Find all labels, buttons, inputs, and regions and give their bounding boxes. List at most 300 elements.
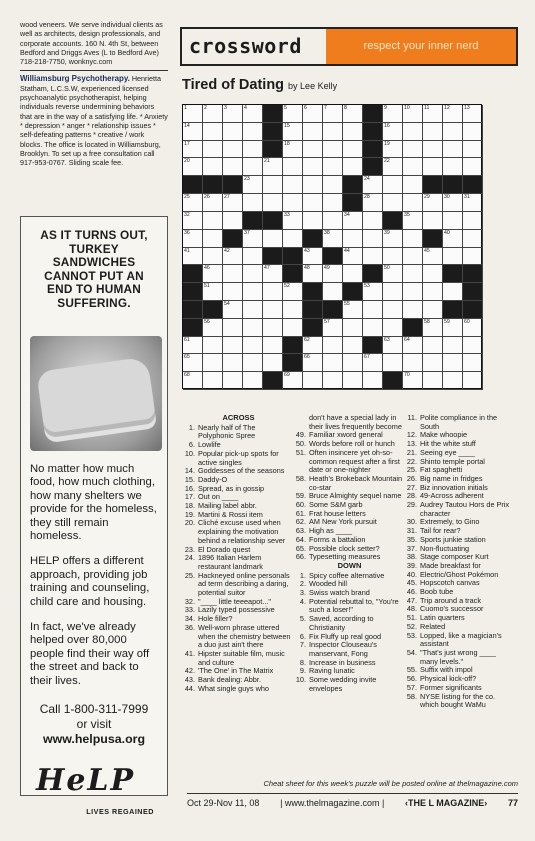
grid-block bbox=[203, 176, 223, 194]
listing-name: Williamsburg Psychotherapy. bbox=[20, 74, 130, 84]
grid-cell[interactable] bbox=[423, 212, 443, 230]
grid-block bbox=[283, 248, 303, 266]
grid-cell[interactable] bbox=[283, 283, 303, 301]
grid-cell[interactable] bbox=[243, 248, 263, 266]
grid-cell[interactable] bbox=[463, 337, 483, 355]
grid-cell[interactable] bbox=[383, 319, 403, 337]
grid-block bbox=[303, 301, 323, 319]
clue-number: 61. bbox=[295, 508, 306, 518]
cell-number: 10 bbox=[404, 105, 410, 111]
clue-text: Often insincere yet oh-so-common request after a first date or one-nighter bbox=[309, 447, 400, 475]
clue-number: 55. bbox=[406, 665, 417, 675]
grid-block bbox=[183, 176, 203, 194]
clue-text: "____ little teeeapot..." bbox=[198, 596, 271, 606]
ad-url[interactable]: www.helpusa.org bbox=[42, 732, 146, 747]
grid-cell[interactable] bbox=[423, 158, 443, 176]
grid-cell[interactable] bbox=[343, 123, 363, 141]
grid-cell[interactable] bbox=[403, 248, 423, 266]
grid-cell[interactable] bbox=[423, 194, 443, 212]
grid-cell[interactable] bbox=[303, 105, 323, 123]
grid-cell[interactable] bbox=[423, 372, 443, 390]
grid-cell[interactable] bbox=[203, 141, 223, 159]
grid-cell[interactable] bbox=[323, 212, 343, 230]
clue-number: 5. bbox=[299, 614, 306, 624]
footer-site[interactable]: | www.thelmagazine.com | bbox=[280, 798, 385, 808]
grid-cell[interactable] bbox=[303, 123, 323, 141]
grid-cell[interactable] bbox=[203, 248, 223, 266]
grid-cell[interactable] bbox=[283, 301, 303, 319]
grid-cell[interactable] bbox=[323, 354, 343, 372]
grid-block bbox=[203, 301, 223, 319]
grid-cell[interactable] bbox=[243, 158, 263, 176]
grid-cell[interactable] bbox=[243, 283, 263, 301]
puzzle-byline: by Lee Kelly bbox=[288, 81, 338, 91]
grid-cell[interactable] bbox=[323, 337, 343, 355]
grid-cell[interactable] bbox=[403, 372, 423, 390]
grid-block bbox=[463, 283, 483, 301]
grid-cell[interactable] bbox=[443, 248, 463, 266]
grid-cell[interactable] bbox=[343, 212, 363, 230]
grid-cell[interactable] bbox=[223, 105, 243, 123]
grid-cell[interactable] bbox=[383, 301, 403, 319]
grid-cell[interactable] bbox=[263, 283, 283, 301]
cell-number: 40 bbox=[444, 229, 450, 236]
clue-number: 66. bbox=[295, 552, 306, 562]
grid-cell[interactable] bbox=[183, 354, 203, 372]
grid-cell[interactable] bbox=[263, 301, 283, 319]
grid-cell[interactable] bbox=[183, 372, 203, 390]
grid-cell[interactable] bbox=[323, 123, 343, 141]
listing-body: Henrietta Statham, L.C.S.W, experienced licensed psychoanalytic psychotherapist, helping individuals reverse undermining behaviors that are in the way of a satisfying life. * Anxiety * depression * anger * relationship issues * self-defeating patterns * creative / work blocks. The office is located in Williamsburg, Brooklyn. To set up a free consultation call 917-953-0767. Sliding scale fee. bbox=[20, 74, 168, 168]
grid-cell[interactable] bbox=[463, 123, 483, 141]
grid-cell[interactable] bbox=[243, 141, 263, 159]
grid-cell[interactable] bbox=[263, 319, 283, 337]
grid-cell[interactable] bbox=[443, 123, 463, 141]
grid-cell[interactable] bbox=[403, 123, 423, 141]
grid-cell[interactable] bbox=[283, 141, 303, 159]
grid-cell[interactable] bbox=[323, 141, 343, 159]
grid-cell[interactable] bbox=[443, 354, 463, 372]
cell-number: 63 bbox=[384, 336, 390, 343]
grid-cell[interactable] bbox=[283, 105, 303, 123]
grid-cell[interactable] bbox=[183, 230, 203, 248]
clue-number: 1. bbox=[188, 422, 195, 432]
grid-cell[interactable] bbox=[383, 176, 403, 194]
grid-cell[interactable] bbox=[383, 354, 403, 372]
grid-cell[interactable] bbox=[223, 141, 243, 159]
grid-cell[interactable] bbox=[243, 337, 263, 355]
grid-cell[interactable] bbox=[463, 230, 483, 248]
clue-number: 11. bbox=[407, 413, 417, 422]
grid-cell[interactable] bbox=[243, 265, 263, 283]
clue-number: 20. bbox=[184, 518, 195, 528]
grid-cell[interactable] bbox=[403, 105, 423, 123]
grid-cell[interactable] bbox=[183, 105, 203, 123]
grid-cell[interactable] bbox=[183, 158, 203, 176]
grid-cell[interactable] bbox=[463, 105, 483, 123]
grid-cell[interactable] bbox=[183, 212, 203, 230]
grid-cell[interactable] bbox=[223, 283, 243, 301]
grid-cell[interactable] bbox=[423, 105, 443, 123]
grid-cell[interactable] bbox=[303, 194, 323, 212]
cell-number: 36 bbox=[184, 229, 190, 236]
clue-number: 25. bbox=[406, 465, 417, 475]
grid-cell[interactable] bbox=[303, 337, 323, 355]
grid-cell[interactable] bbox=[463, 319, 483, 337]
grid-cell[interactable] bbox=[383, 194, 403, 212]
clue-text: Lazily typed possessive bbox=[198, 605, 275, 615]
grid-cell[interactable] bbox=[383, 105, 403, 123]
grid-cell[interactable] bbox=[243, 105, 263, 123]
grid-block bbox=[383, 372, 403, 390]
grid-block bbox=[263, 105, 283, 123]
grid-cell[interactable] bbox=[423, 301, 443, 319]
grid-cell[interactable] bbox=[203, 283, 223, 301]
grid-cell[interactable] bbox=[383, 337, 403, 355]
grid-cell[interactable] bbox=[283, 123, 303, 141]
grid-cell[interactable] bbox=[443, 230, 463, 248]
clue-text: Tail for rear? bbox=[420, 526, 461, 536]
grid-cell[interactable] bbox=[443, 283, 463, 301]
grid-cell[interactable] bbox=[223, 301, 243, 319]
grid-cell[interactable] bbox=[343, 105, 363, 123]
grid-block bbox=[363, 141, 383, 159]
grid-cell[interactable] bbox=[403, 141, 423, 159]
clue-text: Spicy coffee alternative bbox=[309, 570, 385, 580]
grid-block bbox=[323, 248, 343, 266]
clue-text: Nearly half of The Polyphonic Spree bbox=[198, 422, 256, 441]
grid-cell[interactable] bbox=[243, 301, 263, 319]
clue-text: Familiar xword general bbox=[309, 430, 383, 440]
cell-number: 48 bbox=[304, 265, 310, 272]
grid-cell[interactable] bbox=[223, 319, 243, 337]
grid-cell[interactable] bbox=[443, 194, 463, 212]
clue-text: El Dorado quest bbox=[198, 544, 251, 554]
clue-number: 64. bbox=[295, 534, 306, 544]
grid-cell[interactable] bbox=[363, 230, 383, 248]
footer-dates: Oct 29-Nov 11, 08 bbox=[187, 798, 260, 808]
grid-cell[interactable] bbox=[423, 265, 443, 283]
grid-cell[interactable] bbox=[403, 194, 423, 212]
grid-cell[interactable] bbox=[283, 194, 303, 212]
clue-text: Made breakfast for bbox=[420, 560, 481, 570]
clue-number: 56. bbox=[406, 674, 417, 684]
grid-cell[interactable] bbox=[303, 248, 323, 266]
grid-cell[interactable] bbox=[283, 319, 303, 337]
grid-cell[interactable] bbox=[263, 176, 283, 194]
clue-number: 62. bbox=[295, 517, 306, 527]
help-logo-icon: HeLP bbox=[36, 763, 136, 799]
grid-cell[interactable] bbox=[443, 212, 463, 230]
grid-cell[interactable] bbox=[243, 319, 263, 337]
grid-cell[interactable] bbox=[363, 283, 383, 301]
cell-number: 59 bbox=[444, 318, 450, 325]
grid-cell[interactable] bbox=[403, 354, 423, 372]
clue-text: Seeing eye ____ bbox=[420, 447, 475, 457]
grid-cell[interactable] bbox=[323, 105, 343, 123]
grid-cell[interactable] bbox=[443, 158, 463, 176]
grid-cell[interactable] bbox=[343, 248, 363, 266]
grid-cell[interactable] bbox=[223, 212, 243, 230]
clue-text: Audrey Tautou Hors de Prix character bbox=[420, 500, 510, 518]
footer-brand: ‹THE L MAGAZINE› bbox=[404, 798, 488, 808]
clue-text: don't have a special lady in their lives frequently become bbox=[309, 413, 402, 431]
grid-cell[interactable] bbox=[263, 158, 283, 176]
grid-cell[interactable] bbox=[323, 319, 343, 337]
grid-cell[interactable] bbox=[343, 141, 363, 159]
grid-cell[interactable] bbox=[363, 212, 383, 230]
grid-cell[interactable] bbox=[343, 337, 363, 355]
grid-cell[interactable] bbox=[423, 354, 443, 372]
grid-cell[interactable] bbox=[423, 319, 443, 337]
clue bbox=[294, 676, 405, 693]
grid-cell[interactable] bbox=[283, 158, 303, 176]
grid-cell[interactable] bbox=[423, 141, 443, 159]
clue bbox=[294, 615, 405, 632]
clue-number: 44. bbox=[184, 683, 195, 693]
clue-number: 24. bbox=[184, 553, 195, 563]
grid-cell[interactable] bbox=[363, 319, 383, 337]
clue-number: 65. bbox=[295, 543, 306, 553]
grid-cell[interactable] bbox=[243, 230, 263, 248]
grid-cell[interactable] bbox=[463, 194, 483, 212]
clue-number: 22. bbox=[406, 456, 417, 466]
grid-cell[interactable] bbox=[183, 123, 203, 141]
grid-cell[interactable] bbox=[263, 230, 283, 248]
grid-cell[interactable] bbox=[183, 194, 203, 212]
cell-number: 23 bbox=[244, 176, 250, 183]
grid-cell[interactable] bbox=[403, 265, 423, 283]
grid-cell[interactable] bbox=[243, 176, 263, 194]
clue-text: Make whoopie bbox=[420, 430, 468, 440]
cell-number: 66 bbox=[304, 354, 310, 361]
grid-cell[interactable] bbox=[363, 301, 383, 319]
grid-cell[interactable] bbox=[203, 212, 223, 230]
grid-cell[interactable] bbox=[303, 158, 323, 176]
grid-cell[interactable] bbox=[203, 265, 223, 283]
grid-cell[interactable] bbox=[383, 141, 403, 159]
grid-cell[interactable] bbox=[403, 230, 423, 248]
grid-cell[interactable] bbox=[383, 123, 403, 141]
cell-number: 43 bbox=[304, 247, 310, 254]
grid-cell[interactable] bbox=[283, 212, 303, 230]
grid-cell[interactable] bbox=[323, 265, 343, 283]
clue-text: Spread, as in gossip bbox=[198, 483, 265, 493]
grid-cell[interactable] bbox=[443, 319, 463, 337]
grid-cell[interactable] bbox=[463, 372, 483, 390]
clue-number: 49. bbox=[295, 430, 306, 440]
cell-number: 30 bbox=[444, 194, 450, 201]
grid-block bbox=[363, 337, 383, 355]
clue-number: 1. bbox=[299, 570, 306, 580]
grid-cell[interactable] bbox=[463, 158, 483, 176]
grid-block bbox=[303, 283, 323, 301]
clue-text: Suffix with impol bbox=[420, 665, 473, 675]
clue-number: 14. bbox=[184, 466, 195, 476]
grid-cell[interactable] bbox=[223, 337, 243, 355]
grid-cell[interactable] bbox=[323, 158, 343, 176]
grid-cell[interactable] bbox=[223, 248, 243, 266]
cell-number: 49 bbox=[324, 265, 330, 272]
grid-cell[interactable] bbox=[423, 283, 443, 301]
clue-text: Bank dealing: Abbr. bbox=[198, 675, 261, 685]
grid-cell[interactable] bbox=[203, 230, 223, 248]
grid-cell[interactable] bbox=[443, 337, 463, 355]
grid-cell[interactable] bbox=[323, 372, 343, 390]
grid-cell[interactable] bbox=[423, 248, 443, 266]
grid-cell[interactable] bbox=[223, 354, 243, 372]
grid-cell[interactable] bbox=[263, 354, 283, 372]
grid-block bbox=[363, 123, 383, 141]
clue-text: Inspector Clouseau's manservant, Fong bbox=[309, 640, 377, 658]
clue-text: Heath's Brokeback Mountain co-star bbox=[309, 473, 403, 492]
grid-cell[interactable] bbox=[283, 230, 303, 248]
cell-number: 27 bbox=[224, 194, 230, 201]
clue-text: Fat spaghetti bbox=[420, 465, 463, 475]
grid-cell[interactable] bbox=[403, 301, 423, 319]
grid-cell[interactable] bbox=[263, 337, 283, 355]
grid-block bbox=[443, 301, 463, 319]
grid-cell[interactable] bbox=[343, 230, 363, 248]
grid-block bbox=[383, 212, 403, 230]
cell-number: 4 bbox=[244, 105, 247, 111]
grid-cell[interactable] bbox=[223, 123, 243, 141]
clue-text: Daddy-O bbox=[198, 474, 228, 484]
grid-cell[interactable] bbox=[443, 141, 463, 159]
clue-text: Goddesses of the seasons bbox=[198, 466, 285, 476]
grid-cell[interactable] bbox=[343, 354, 363, 372]
grid-cell[interactable] bbox=[203, 123, 223, 141]
grid-cell[interactable] bbox=[183, 248, 203, 266]
grid-cell[interactable] bbox=[443, 372, 463, 390]
grid-cell[interactable] bbox=[243, 354, 263, 372]
cell-number: 8 bbox=[344, 105, 347, 111]
grid-cell[interactable] bbox=[363, 194, 383, 212]
grid-cell[interactable] bbox=[223, 265, 243, 283]
grid-cell[interactable] bbox=[223, 372, 243, 390]
grid-cell[interactable] bbox=[323, 176, 343, 194]
grid-cell[interactable] bbox=[203, 158, 223, 176]
grid-cell[interactable] bbox=[463, 354, 483, 372]
grid-cell[interactable] bbox=[203, 105, 223, 123]
grid-cell[interactable] bbox=[423, 337, 443, 355]
grid-cell[interactable] bbox=[463, 212, 483, 230]
grid-cell[interactable] bbox=[383, 248, 403, 266]
grid-cell[interactable] bbox=[363, 176, 383, 194]
grid-cell[interactable] bbox=[303, 372, 323, 390]
grid-cell[interactable] bbox=[343, 372, 363, 390]
grid-cell[interactable] bbox=[303, 176, 323, 194]
grid-cell[interactable] bbox=[443, 105, 463, 123]
grid-cell[interactable] bbox=[283, 176, 303, 194]
clue-text: Hackneyed online personals ad term describing a daring, potential suitor bbox=[198, 570, 290, 598]
clue bbox=[294, 641, 405, 658]
grid-cell[interactable] bbox=[303, 212, 323, 230]
grid-cell[interactable] bbox=[283, 372, 303, 390]
grid-cell[interactable] bbox=[423, 123, 443, 141]
clue bbox=[294, 475, 405, 492]
grid-cell[interactable] bbox=[263, 194, 283, 212]
clue-number: 10. bbox=[295, 675, 306, 685]
grid-cell[interactable] bbox=[303, 141, 323, 159]
grid-cell[interactable] bbox=[463, 248, 483, 266]
cell-number: 25 bbox=[184, 194, 190, 201]
clue-text: Martini & Rossi item bbox=[198, 509, 263, 519]
clue-text: Swiss watch brand bbox=[309, 588, 370, 598]
clue-number: 59. bbox=[295, 491, 306, 501]
grid-cell[interactable] bbox=[183, 141, 203, 159]
clue-text: Hopscotch canvas bbox=[420, 578, 480, 588]
grid-cell[interactable] bbox=[403, 283, 423, 301]
clue-text: Well-worn phrase uttered when the chemistry between a duo just ain't there bbox=[198, 622, 291, 650]
clue-text: Some wedding invite envelopes bbox=[309, 675, 377, 693]
grid-cell[interactable] bbox=[403, 176, 423, 194]
grid-cell[interactable] bbox=[243, 123, 263, 141]
grid-cell[interactable] bbox=[323, 283, 343, 301]
grid-cell[interactable] bbox=[203, 337, 223, 355]
clue-text: Popular pick-up spots for active singles bbox=[198, 448, 279, 467]
grid-cell[interactable] bbox=[203, 319, 223, 337]
grid-cell[interactable] bbox=[203, 194, 223, 212]
grid-cell[interactable] bbox=[343, 301, 363, 319]
grid-cell[interactable] bbox=[303, 354, 323, 372]
grid-block bbox=[183, 319, 203, 337]
clue-text: "That's just wrong ____ many levels." bbox=[420, 647, 496, 666]
grid-cell[interactable] bbox=[363, 372, 383, 390]
clues bbox=[183, 414, 518, 722]
grid-cell[interactable] bbox=[403, 212, 423, 230]
grid-cell[interactable] bbox=[403, 158, 423, 176]
crossword-grid bbox=[182, 104, 482, 389]
grid-cell[interactable] bbox=[463, 141, 483, 159]
grid-cell[interactable] bbox=[343, 265, 363, 283]
grid-cell[interactable] bbox=[323, 230, 343, 248]
grid-cell[interactable] bbox=[263, 265, 283, 283]
clue-number: 10. bbox=[184, 448, 195, 458]
cell-number: 15 bbox=[284, 122, 290, 129]
grid-cell[interactable] bbox=[223, 194, 243, 212]
grid-cell[interactable] bbox=[323, 194, 343, 212]
grid-cell[interactable] bbox=[383, 158, 403, 176]
ad-call-to-action bbox=[30, 702, 158, 747]
clue-text: Typesetting measures bbox=[309, 552, 381, 562]
grid-cell[interactable] bbox=[203, 372, 223, 390]
clue-number: 43. bbox=[184, 675, 195, 685]
clue-text: Forms a battalion bbox=[309, 534, 366, 544]
grid-block bbox=[223, 230, 243, 248]
grid-cell[interactable] bbox=[383, 283, 403, 301]
clue-text: Shinto temple portal bbox=[420, 456, 485, 466]
grid-cell[interactable] bbox=[223, 158, 243, 176]
puzzle-title bbox=[182, 77, 337, 93]
grid-cell[interactable] bbox=[383, 265, 403, 283]
grid-cell[interactable] bbox=[243, 194, 263, 212]
grid-cell[interactable] bbox=[363, 248, 383, 266]
grid-cell[interactable] bbox=[363, 354, 383, 372]
clue bbox=[405, 693, 516, 710]
clue-text: Latin quarters bbox=[420, 613, 465, 623]
grid-cell[interactable] bbox=[183, 337, 203, 355]
grid-cell[interactable] bbox=[383, 230, 403, 248]
cell-number: 34 bbox=[344, 211, 350, 218]
grid-cell[interactable] bbox=[303, 265, 323, 283]
clue-number: 19. bbox=[184, 509, 195, 519]
grid-cell[interactable] bbox=[343, 158, 363, 176]
grid-cell[interactable] bbox=[403, 337, 423, 355]
grid-cell[interactable] bbox=[343, 319, 363, 337]
grid-cell[interactable] bbox=[243, 372, 263, 390]
grid-cell[interactable] bbox=[203, 354, 223, 372]
